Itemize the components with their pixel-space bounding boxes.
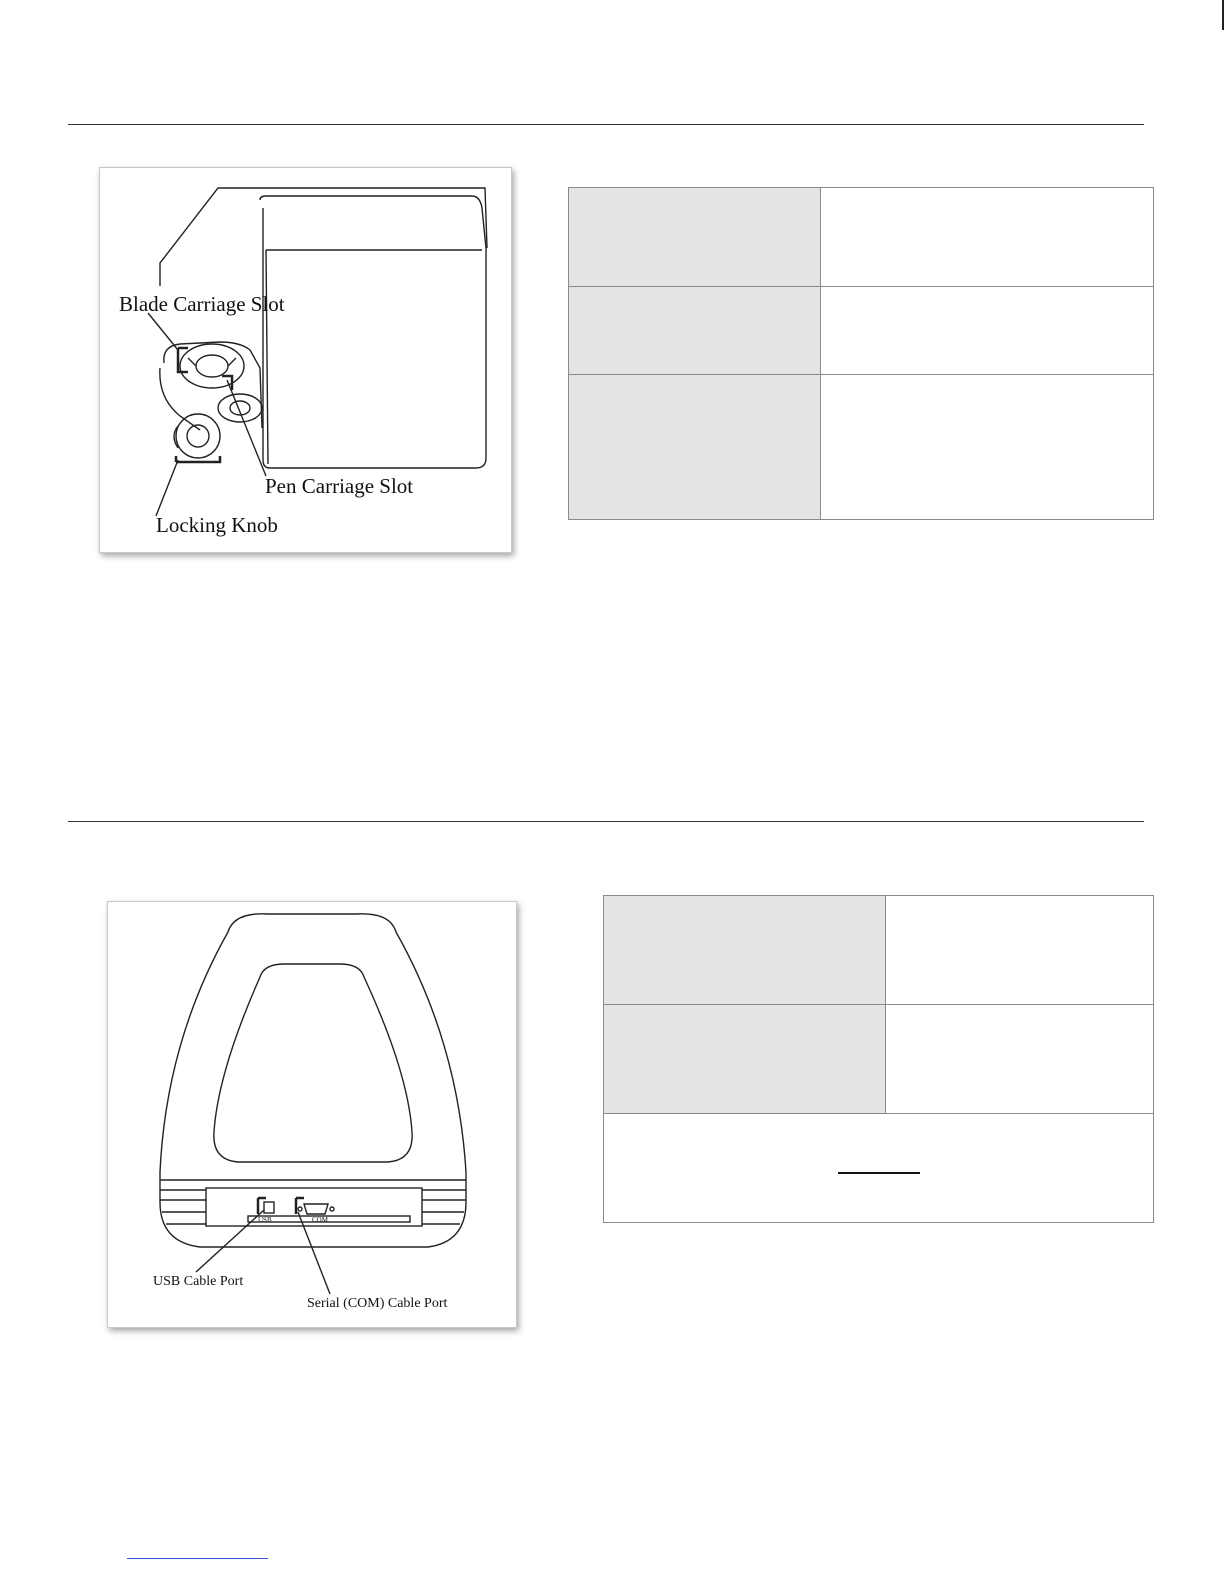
table-row	[569, 375, 1154, 520]
table-cell-description	[821, 287, 1154, 375]
table-cell-description	[821, 375, 1154, 520]
blade-carriage-slot-label: Blade Carriage Slot	[119, 292, 285, 316]
com-port-tiny-label: COM	[312, 1216, 328, 1224]
table-row	[604, 1005, 1154, 1114]
pen-carriage-slot-label: Pen Carriage Slot	[265, 474, 414, 498]
table-cell-description	[886, 1005, 1154, 1114]
carriage-illustration	[99, 167, 512, 553]
carriage-parts-table	[568, 187, 1154, 520]
table-cell-description	[886, 896, 1154, 1005]
port-info-table	[603, 895, 1154, 1223]
table-cell-label	[604, 896, 886, 1005]
table-cell-description	[821, 188, 1154, 287]
table-row	[569, 287, 1154, 375]
section-divider-top	[68, 124, 1144, 125]
table-cell-label	[569, 375, 821, 520]
underlined-word-mark	[838, 1172, 920, 1174]
rear-panel-drawing	[108, 902, 516, 1327]
section-divider-bottom	[68, 821, 1144, 822]
table-cell-label	[604, 1005, 886, 1114]
usb-port-tiny-label: USB	[258, 1216, 272, 1224]
table-note-cell	[604, 1114, 1154, 1223]
serial-cable-port-label: Serial (COM) Cable Port	[307, 1296, 448, 1311]
table-row	[569, 188, 1154, 287]
table-row	[604, 1114, 1154, 1223]
table-cell-label	[569, 188, 821, 287]
footer-link-underline[interactable]	[127, 1558, 268, 1559]
rear-panel-illustration	[107, 901, 517, 1328]
table-cell-label	[569, 287, 821, 375]
table-row	[604, 896, 1154, 1005]
usb-cable-port-label: USB Cable Port	[153, 1274, 244, 1289]
locking-knob-label: Locking Knob	[156, 513, 278, 537]
